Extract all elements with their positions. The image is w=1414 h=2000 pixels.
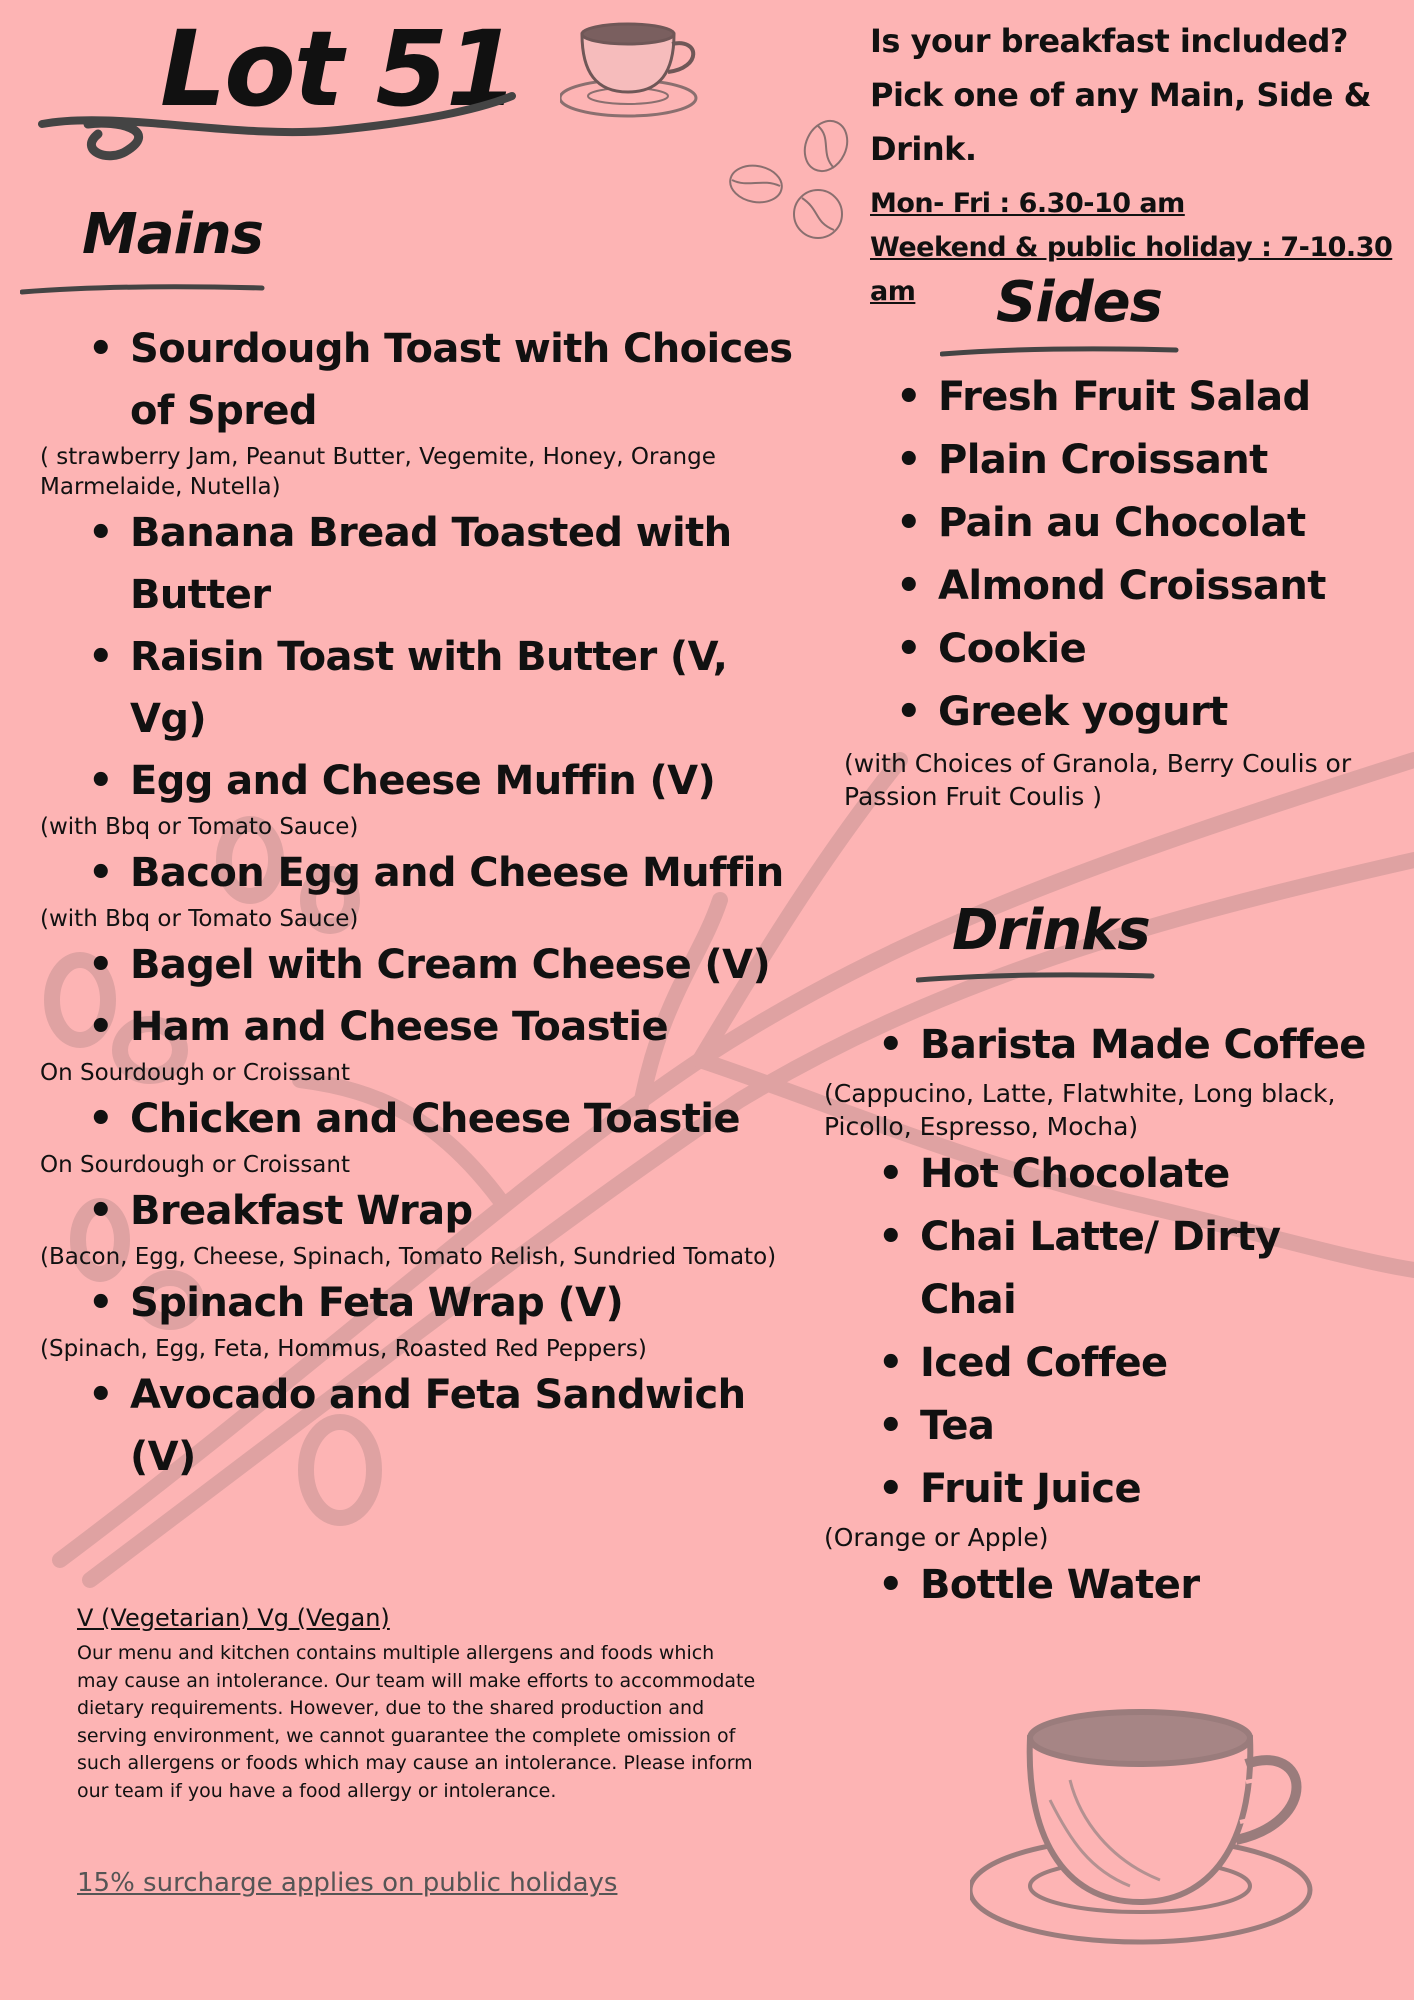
menu-item-name: • Breakfast Wrap — [88, 1180, 800, 1242]
mains-underline — [20, 282, 266, 298]
list-item — [844, 681, 1376, 813]
list-item — [40, 1088, 800, 1180]
menu-item-note: On Sourdough or Croissant — [40, 1152, 350, 1178]
menu-item-name: • Spinach Feta Wrap (V) — [88, 1272, 800, 1334]
menu-item-note: (Cappucino, Latte, Flatwhite, Long black, Picollo, Espresso, Mocha) — [824, 1079, 1336, 1141]
menu-item-name: • Plain Croissant — [896, 429, 1376, 492]
menu-item-name: • Almond Croissant — [896, 555, 1376, 618]
menu-item-note: ( strawberry Jam, Peanut Butter, Vegemite, Honey, Orange Marmelaide, Nutella) — [40, 444, 716, 500]
restaurant-title: Lot 51 — [160, 8, 517, 130]
list-item — [896, 366, 1376, 429]
title-brush-underline — [38, 90, 518, 170]
menu-item-name: • Sourdough Toast with Choices of Spred — [88, 318, 800, 442]
menu-item-name: • Egg and Cheese Muffin (V) — [88, 750, 800, 812]
list-item — [896, 429, 1376, 492]
list-item — [40, 1272, 800, 1364]
list-item — [896, 492, 1376, 555]
menu-item-note: (with Bbq or Tomato Sauce) — [40, 814, 359, 840]
menu-item-note: (Orange or Apple) — [824, 1523, 1049, 1552]
drinks-list — [824, 1014, 1378, 1617]
list-item — [878, 1206, 1378, 1332]
menu-item-note: (Spinach, Egg, Feta, Hommus, Roasted Red Peppers) — [40, 1336, 647, 1362]
coffee-cup-icon — [560, 12, 710, 122]
list-item — [896, 618, 1376, 681]
holiday-surcharge-note: 15% surcharge applies on public holidays — [77, 1868, 618, 1898]
list-item — [824, 1458, 1378, 1554]
menu-item-name: • Barista Made Coffee — [878, 1014, 1378, 1077]
list-item — [40, 996, 800, 1088]
list-item — [40, 934, 800, 996]
menu-item-name: • Cookie — [896, 618, 1376, 681]
list-item — [40, 842, 800, 934]
drinks-heading: Drinks — [952, 898, 1150, 963]
list-item — [40, 318, 800, 502]
list-item — [878, 1143, 1378, 1206]
menu-item-name: • Raisin Toast with Butter (V, Vg) — [88, 626, 800, 750]
sides-heading: Sides — [996, 270, 1162, 335]
mains-heading: Mains — [82, 202, 263, 267]
menu-item-name: • Fresh Fruit Salad — [896, 366, 1376, 429]
list-item — [40, 502, 800, 626]
menu-item-name: • Chicken and Cheese Toastie — [88, 1088, 800, 1150]
list-item — [878, 1332, 1378, 1395]
menu-item-name: • Greek yogurt — [896, 681, 1376, 744]
list-item — [878, 1395, 1378, 1458]
breakfast-instruction: Pick one of any Main, Side & Drink. — [870, 76, 1371, 168]
menu-item-name: • Banana Bread Toasted with Butter — [88, 502, 800, 626]
list-item — [40, 1180, 800, 1272]
breakfast-info — [870, 14, 1400, 314]
dietary-legend: V (Vegetarian) Vg (Vegan) — [77, 1604, 390, 1632]
menu-item-name: • Fruit Juice — [878, 1458, 1378, 1521]
allergen-disclaimer: Our menu and kitchen contains multiple allergens and foods which may cause an intolerance. Our team will make efforts to accommodate dietary requirements. However, due to the shared production and serving environment, we cannot guarantee the complete omission of such allergens or foods which may cause an intolerance. Please inform our team if you have a food allergy or intolerance. — [77, 1642, 756, 1802]
mains-list — [40, 318, 800, 1488]
sides-list — [844, 366, 1376, 813]
drinks-underline — [916, 970, 1156, 986]
list-item — [40, 1364, 800, 1488]
menu-item-name: • Bagel with Cream Cheese (V) — [88, 934, 800, 996]
list-item — [878, 1554, 1378, 1617]
list-item — [824, 1014, 1378, 1143]
breakfast-question: Is your breakfast included? — [870, 22, 1348, 60]
menu-item-name: • Chai Latte/ Dirty Chai — [878, 1206, 1378, 1332]
list-item — [896, 555, 1376, 618]
sides-underline — [940, 344, 1180, 360]
menu-item-name: • Tea — [878, 1395, 1378, 1458]
hours-weekday: Mon- Fri : 6.30-10 am — [870, 188, 1185, 219]
menu-item-name: • Bacon Egg and Cheese Muffin — [88, 842, 800, 904]
menu-item-note: (Bacon, Egg, Cheese, Spinach, Tomato Relish, Sundried Tomato) — [40, 1244, 777, 1270]
coffee-bean-icon — [728, 118, 858, 242]
list-item — [40, 750, 800, 842]
menu-item-name: • Avocado and Feta Sandwich (V) — [88, 1364, 800, 1488]
menu-item-name: • Pain au Chocolat — [896, 492, 1376, 555]
hours-weekend: Weekend & public holiday : 7-10.30 am — [870, 232, 1393, 307]
menu-item-name: • Iced Coffee — [878, 1332, 1378, 1395]
menu-item-note: (with Choices of Granola, Berry Coulis or Passion Fruit Coulis ) — [844, 749, 1352, 811]
list-item — [40, 626, 800, 750]
menu-item-name: • Hot Chocolate — [878, 1143, 1378, 1206]
menu-item-name: • Bottle Water — [878, 1554, 1378, 1617]
menu-item-name: • Ham and Cheese Toastie — [88, 996, 800, 1058]
menu-item-note: On Sourdough or Croissant — [40, 1060, 350, 1086]
coffee-cup-icon — [970, 1690, 1330, 1950]
menu-item-note: (with Bbq or Tomato Sauce) — [40, 906, 359, 932]
